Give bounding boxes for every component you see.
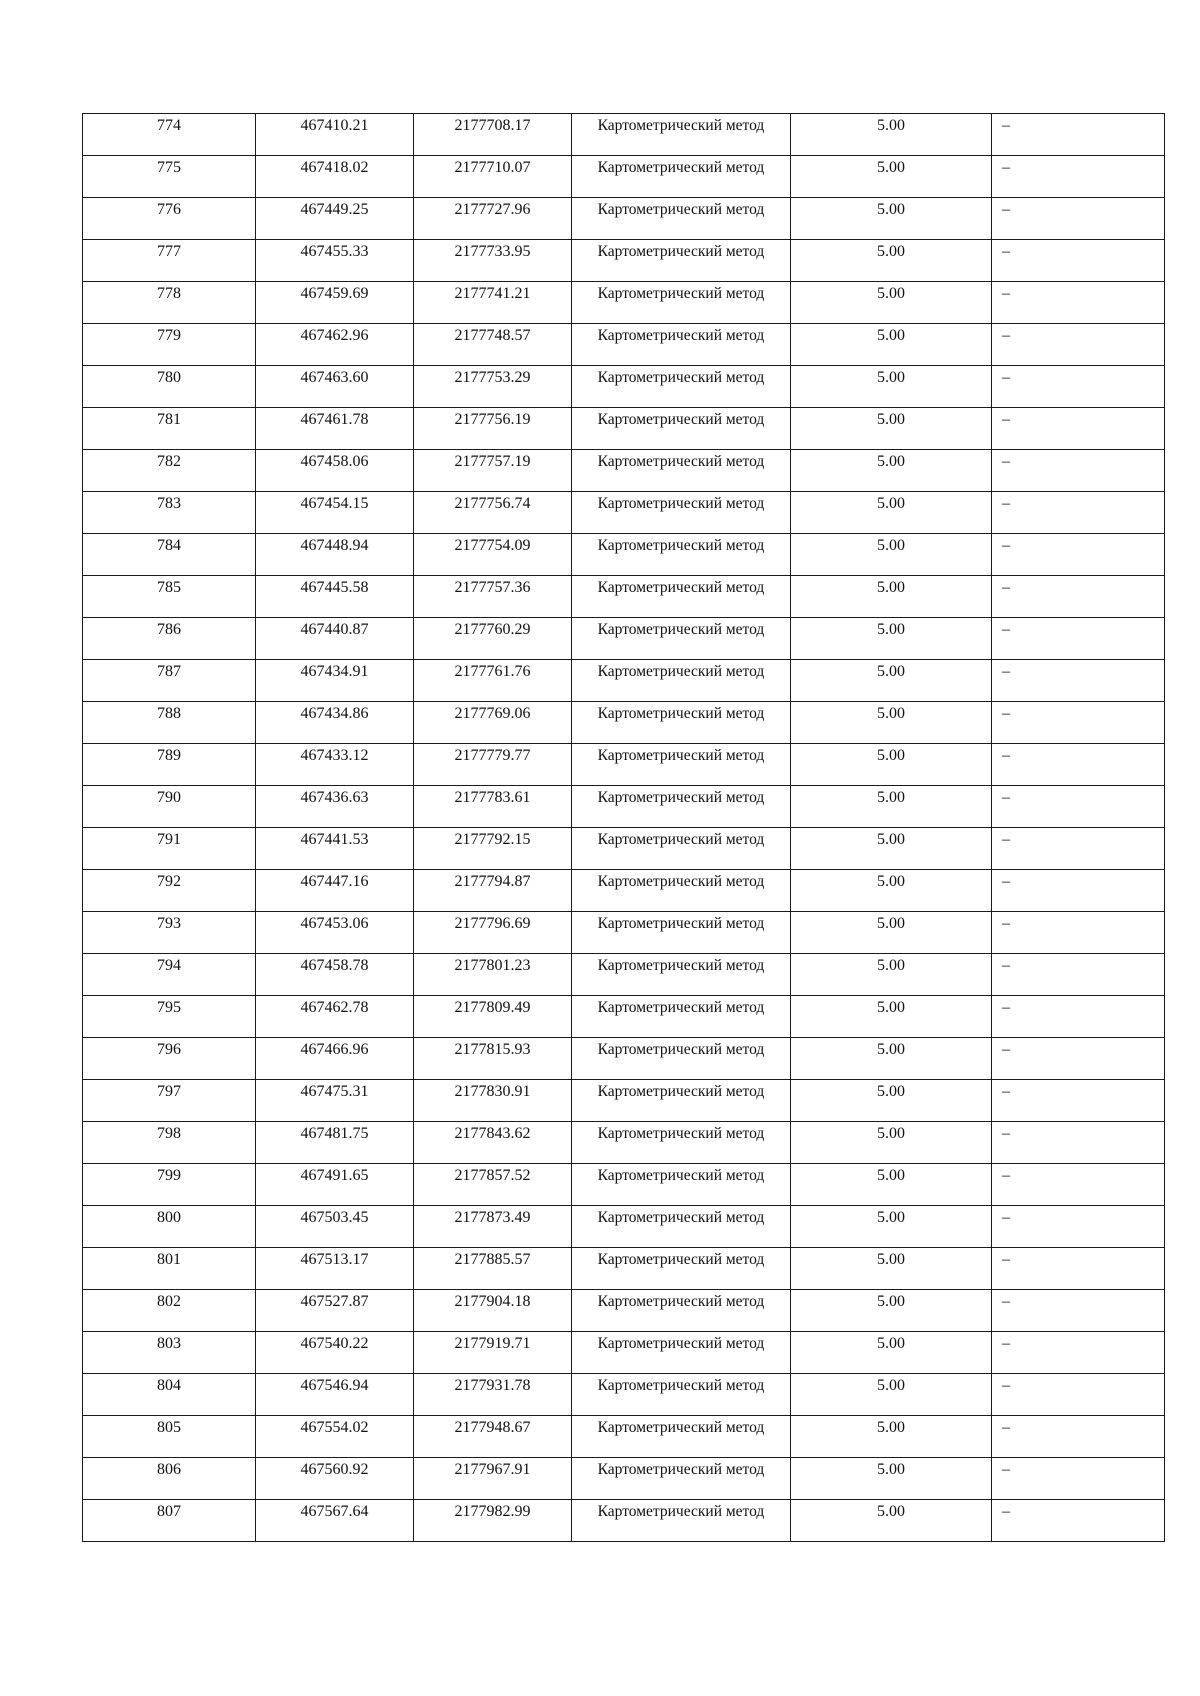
note-cell: – bbox=[992, 1416, 1165, 1458]
note-cell: – bbox=[992, 618, 1165, 660]
accuracy-cell: 5.00 bbox=[791, 366, 992, 408]
point-number-cell: 782 bbox=[83, 450, 256, 492]
x-coordinate-cell: 467447.16 bbox=[256, 870, 414, 912]
table-row bbox=[83, 1206, 1165, 1248]
y-coordinate-cell: 2177708.17 bbox=[414, 114, 572, 156]
note-cell: – bbox=[992, 1164, 1165, 1206]
table-row bbox=[83, 618, 1165, 660]
method-cell: Картометрический метод bbox=[572, 114, 791, 156]
y-coordinate-cell: 2177748.57 bbox=[414, 324, 572, 366]
x-coordinate-cell: 467546.94 bbox=[256, 1374, 414, 1416]
x-coordinate-cell: 467418.02 bbox=[256, 156, 414, 198]
method-cell: Картометрический метод bbox=[572, 660, 791, 702]
y-coordinate-cell: 2177948.67 bbox=[414, 1416, 572, 1458]
note-cell: – bbox=[992, 1206, 1165, 1248]
table-row bbox=[83, 534, 1165, 576]
point-number-cell: 784 bbox=[83, 534, 256, 576]
point-number-cell: 805 bbox=[83, 1416, 256, 1458]
accuracy-cell: 5.00 bbox=[791, 114, 992, 156]
method-cell: Картометрический метод bbox=[572, 198, 791, 240]
y-coordinate-cell: 2177753.29 bbox=[414, 366, 572, 408]
table-row bbox=[83, 576, 1165, 618]
point-number-cell: 803 bbox=[83, 1332, 256, 1374]
method-cell: Картометрический метод bbox=[572, 324, 791, 366]
point-number-cell: 791 bbox=[83, 828, 256, 870]
x-coordinate-cell: 467410.21 bbox=[256, 114, 414, 156]
y-coordinate-cell: 2177792.15 bbox=[414, 828, 572, 870]
x-coordinate-cell: 467540.22 bbox=[256, 1332, 414, 1374]
note-cell: – bbox=[992, 450, 1165, 492]
point-number-cell: 790 bbox=[83, 786, 256, 828]
x-coordinate-cell: 467434.91 bbox=[256, 660, 414, 702]
point-number-cell: 775 bbox=[83, 156, 256, 198]
method-cell: Картометрический метод bbox=[572, 1290, 791, 1332]
point-number-cell: 780 bbox=[83, 366, 256, 408]
table-row bbox=[83, 1080, 1165, 1122]
method-cell: Картометрический метод bbox=[572, 1458, 791, 1500]
accuracy-cell: 5.00 bbox=[791, 1248, 992, 1290]
table-row bbox=[83, 996, 1165, 1038]
y-coordinate-cell: 2177779.77 bbox=[414, 744, 572, 786]
y-coordinate-cell: 2177830.91 bbox=[414, 1080, 572, 1122]
accuracy-cell: 5.00 bbox=[791, 324, 992, 366]
accuracy-cell: 5.00 bbox=[791, 1206, 992, 1248]
method-cell: Картометрический метод bbox=[572, 576, 791, 618]
table-row bbox=[83, 324, 1165, 366]
y-coordinate-cell: 2177757.36 bbox=[414, 576, 572, 618]
x-coordinate-cell: 467466.96 bbox=[256, 1038, 414, 1080]
x-coordinate-cell: 467462.78 bbox=[256, 996, 414, 1038]
accuracy-cell: 5.00 bbox=[791, 576, 992, 618]
accuracy-cell: 5.00 bbox=[791, 282, 992, 324]
method-cell: Картометрический метод bbox=[572, 912, 791, 954]
x-coordinate-cell: 467441.53 bbox=[256, 828, 414, 870]
method-cell: Картометрический метод bbox=[572, 1248, 791, 1290]
note-cell: – bbox=[992, 660, 1165, 702]
x-coordinate-cell: 467554.02 bbox=[256, 1416, 414, 1458]
y-coordinate-cell: 2177982.99 bbox=[414, 1500, 572, 1542]
method-cell: Картометрический метод bbox=[572, 618, 791, 660]
accuracy-cell: 5.00 bbox=[791, 1500, 992, 1542]
y-coordinate-cell: 2177801.23 bbox=[414, 954, 572, 996]
note-cell: – bbox=[992, 576, 1165, 618]
table-row bbox=[83, 1164, 1165, 1206]
table-row bbox=[83, 786, 1165, 828]
accuracy-cell: 5.00 bbox=[791, 618, 992, 660]
note-cell: – bbox=[992, 534, 1165, 576]
method-cell: Картометрический метод bbox=[572, 786, 791, 828]
point-number-cell: 800 bbox=[83, 1206, 256, 1248]
note-cell: – bbox=[992, 828, 1165, 870]
accuracy-cell: 5.00 bbox=[791, 828, 992, 870]
accuracy-cell: 5.00 bbox=[791, 534, 992, 576]
point-number-cell: 795 bbox=[83, 996, 256, 1038]
point-number-cell: 786 bbox=[83, 618, 256, 660]
accuracy-cell: 5.00 bbox=[791, 1332, 992, 1374]
x-coordinate-cell: 467463.60 bbox=[256, 366, 414, 408]
method-cell: Картометрический метод bbox=[572, 1122, 791, 1164]
y-coordinate-cell: 2177919.71 bbox=[414, 1332, 572, 1374]
point-number-cell: 781 bbox=[83, 408, 256, 450]
point-number-cell: 788 bbox=[83, 702, 256, 744]
note-cell: – bbox=[992, 408, 1165, 450]
method-cell: Картометрический метод bbox=[572, 534, 791, 576]
method-cell: Картометрический метод bbox=[572, 828, 791, 870]
x-coordinate-cell: 467560.92 bbox=[256, 1458, 414, 1500]
note-cell: – bbox=[992, 1374, 1165, 1416]
method-cell: Картометрический метод bbox=[572, 870, 791, 912]
method-cell: Картометрический метод bbox=[572, 744, 791, 786]
point-number-cell: 789 bbox=[83, 744, 256, 786]
point-number-cell: 796 bbox=[83, 1038, 256, 1080]
table-row bbox=[83, 912, 1165, 954]
note-cell: – bbox=[992, 1080, 1165, 1122]
method-cell: Картометрический метод bbox=[572, 1332, 791, 1374]
method-cell: Картометрический метод bbox=[572, 1416, 791, 1458]
y-coordinate-cell: 2177843.62 bbox=[414, 1122, 572, 1164]
x-coordinate-cell: 467513.17 bbox=[256, 1248, 414, 1290]
method-cell: Картометрический метод bbox=[572, 156, 791, 198]
method-cell: Картометрический метод bbox=[572, 954, 791, 996]
table-row bbox=[83, 1290, 1165, 1332]
x-coordinate-cell: 467481.75 bbox=[256, 1122, 414, 1164]
table-row bbox=[83, 492, 1165, 534]
method-cell: Картометрический метод bbox=[572, 1374, 791, 1416]
table-row bbox=[83, 156, 1165, 198]
x-coordinate-cell: 467449.25 bbox=[256, 198, 414, 240]
method-cell: Картометрический метод bbox=[572, 366, 791, 408]
accuracy-cell: 5.00 bbox=[791, 996, 992, 1038]
y-coordinate-cell: 2177857.52 bbox=[414, 1164, 572, 1206]
point-number-cell: 802 bbox=[83, 1290, 256, 1332]
accuracy-cell: 5.00 bbox=[791, 198, 992, 240]
y-coordinate-cell: 2177757.19 bbox=[414, 450, 572, 492]
accuracy-cell: 5.00 bbox=[791, 744, 992, 786]
y-coordinate-cell: 2177873.49 bbox=[414, 1206, 572, 1248]
point-number-cell: 787 bbox=[83, 660, 256, 702]
x-coordinate-cell: 467433.12 bbox=[256, 744, 414, 786]
accuracy-cell: 5.00 bbox=[791, 954, 992, 996]
table-row bbox=[83, 1374, 1165, 1416]
y-coordinate-cell: 2177741.21 bbox=[414, 282, 572, 324]
table-row bbox=[83, 744, 1165, 786]
x-coordinate-cell: 467440.87 bbox=[256, 618, 414, 660]
method-cell: Картометрический метод bbox=[572, 996, 791, 1038]
y-coordinate-cell: 2177967.91 bbox=[414, 1458, 572, 1500]
table-row bbox=[83, 702, 1165, 744]
accuracy-cell: 5.00 bbox=[791, 912, 992, 954]
method-cell: Картометрический метод bbox=[572, 282, 791, 324]
x-coordinate-cell: 467462.96 bbox=[256, 324, 414, 366]
y-coordinate-cell: 2177761.76 bbox=[414, 660, 572, 702]
accuracy-cell: 5.00 bbox=[791, 1038, 992, 1080]
method-cell: Картометрический метод bbox=[572, 1164, 791, 1206]
point-number-cell: 778 bbox=[83, 282, 256, 324]
x-coordinate-cell: 467458.78 bbox=[256, 954, 414, 996]
method-cell: Картометрический метод bbox=[572, 240, 791, 282]
accuracy-cell: 5.00 bbox=[791, 702, 992, 744]
y-coordinate-cell: 2177733.95 bbox=[414, 240, 572, 282]
method-cell: Картометрический метод bbox=[572, 1500, 791, 1542]
point-number-cell: 807 bbox=[83, 1500, 256, 1542]
note-cell: – bbox=[992, 744, 1165, 786]
point-number-cell: 776 bbox=[83, 198, 256, 240]
x-coordinate-cell: 467436.63 bbox=[256, 786, 414, 828]
table-row bbox=[83, 1038, 1165, 1080]
x-coordinate-cell: 467454.15 bbox=[256, 492, 414, 534]
note-cell: – bbox=[992, 324, 1165, 366]
table-row bbox=[83, 450, 1165, 492]
table-row bbox=[83, 1458, 1165, 1500]
table-row bbox=[83, 282, 1165, 324]
table-row bbox=[83, 828, 1165, 870]
accuracy-cell: 5.00 bbox=[791, 660, 992, 702]
y-coordinate-cell: 2177769.06 bbox=[414, 702, 572, 744]
x-coordinate-cell: 467448.94 bbox=[256, 534, 414, 576]
note-cell: – bbox=[992, 492, 1165, 534]
table-row bbox=[83, 954, 1165, 996]
point-number-cell: 806 bbox=[83, 1458, 256, 1500]
table-row bbox=[83, 114, 1165, 156]
method-cell: Картометрический метод bbox=[572, 492, 791, 534]
table-row bbox=[83, 1248, 1165, 1290]
note-cell: – bbox=[992, 156, 1165, 198]
table-row bbox=[83, 870, 1165, 912]
x-coordinate-cell: 467527.87 bbox=[256, 1290, 414, 1332]
note-cell: – bbox=[992, 1332, 1165, 1374]
note-cell: – bbox=[992, 240, 1165, 282]
note-cell: – bbox=[992, 1458, 1165, 1500]
point-number-cell: 801 bbox=[83, 1248, 256, 1290]
y-coordinate-cell: 2177783.61 bbox=[414, 786, 572, 828]
x-coordinate-cell: 467461.78 bbox=[256, 408, 414, 450]
table-row bbox=[83, 408, 1165, 450]
y-coordinate-cell: 2177710.07 bbox=[414, 156, 572, 198]
y-coordinate-cell: 2177727.96 bbox=[414, 198, 572, 240]
method-cell: Картометрический метод bbox=[572, 408, 791, 450]
point-number-cell: 792 bbox=[83, 870, 256, 912]
y-coordinate-cell: 2177754.09 bbox=[414, 534, 572, 576]
x-coordinate-cell: 467491.65 bbox=[256, 1164, 414, 1206]
point-number-cell: 783 bbox=[83, 492, 256, 534]
note-cell: – bbox=[992, 954, 1165, 996]
x-coordinate-cell: 467567.64 bbox=[256, 1500, 414, 1542]
y-coordinate-cell: 2177904.18 bbox=[414, 1290, 572, 1332]
method-cell: Картометрический метод bbox=[572, 1206, 791, 1248]
accuracy-cell: 5.00 bbox=[791, 1122, 992, 1164]
point-number-cell: 798 bbox=[83, 1122, 256, 1164]
method-cell: Картометрический метод bbox=[572, 702, 791, 744]
accuracy-cell: 5.00 bbox=[791, 1458, 992, 1500]
accuracy-cell: 5.00 bbox=[791, 1374, 992, 1416]
y-coordinate-cell: 2177760.29 bbox=[414, 618, 572, 660]
accuracy-cell: 5.00 bbox=[791, 408, 992, 450]
table-row bbox=[83, 1122, 1165, 1164]
point-number-cell: 779 bbox=[83, 324, 256, 366]
note-cell: – bbox=[992, 870, 1165, 912]
method-cell: Картометрический метод bbox=[572, 450, 791, 492]
note-cell: – bbox=[992, 1122, 1165, 1164]
coordinates-table-body bbox=[83, 114, 1165, 1542]
coordinates-table bbox=[82, 113, 1165, 1542]
x-coordinate-cell: 467458.06 bbox=[256, 450, 414, 492]
note-cell: – bbox=[992, 366, 1165, 408]
accuracy-cell: 5.00 bbox=[791, 240, 992, 282]
accuracy-cell: 5.00 bbox=[791, 786, 992, 828]
accuracy-cell: 5.00 bbox=[791, 450, 992, 492]
note-cell: – bbox=[992, 114, 1165, 156]
x-coordinate-cell: 467434.86 bbox=[256, 702, 414, 744]
point-number-cell: 793 bbox=[83, 912, 256, 954]
note-cell: – bbox=[992, 282, 1165, 324]
point-number-cell: 785 bbox=[83, 576, 256, 618]
y-coordinate-cell: 2177809.49 bbox=[414, 996, 572, 1038]
point-number-cell: 774 bbox=[83, 114, 256, 156]
x-coordinate-cell: 467453.06 bbox=[256, 912, 414, 954]
note-cell: – bbox=[992, 198, 1165, 240]
y-coordinate-cell: 2177756.74 bbox=[414, 492, 572, 534]
accuracy-cell: 5.00 bbox=[791, 156, 992, 198]
table-row bbox=[83, 1332, 1165, 1374]
note-cell: – bbox=[992, 786, 1165, 828]
method-cell: Картометрический метод bbox=[572, 1080, 791, 1122]
y-coordinate-cell: 2177796.69 bbox=[414, 912, 572, 954]
table-row bbox=[83, 1500, 1165, 1542]
table-row bbox=[83, 660, 1165, 702]
point-number-cell: 799 bbox=[83, 1164, 256, 1206]
note-cell: – bbox=[992, 702, 1165, 744]
table-row bbox=[83, 198, 1165, 240]
accuracy-cell: 5.00 bbox=[791, 1164, 992, 1206]
x-coordinate-cell: 467475.31 bbox=[256, 1080, 414, 1122]
accuracy-cell: 5.00 bbox=[791, 1290, 992, 1332]
accuracy-cell: 5.00 bbox=[791, 492, 992, 534]
table-row bbox=[83, 1416, 1165, 1458]
y-coordinate-cell: 2177885.57 bbox=[414, 1248, 572, 1290]
note-cell: – bbox=[992, 912, 1165, 954]
y-coordinate-cell: 2177815.93 bbox=[414, 1038, 572, 1080]
y-coordinate-cell: 2177794.87 bbox=[414, 870, 572, 912]
x-coordinate-cell: 467459.69 bbox=[256, 282, 414, 324]
table-row bbox=[83, 240, 1165, 282]
point-number-cell: 777 bbox=[83, 240, 256, 282]
x-coordinate-cell: 467455.33 bbox=[256, 240, 414, 282]
y-coordinate-cell: 2177931.78 bbox=[414, 1374, 572, 1416]
point-number-cell: 804 bbox=[83, 1374, 256, 1416]
note-cell: – bbox=[992, 1290, 1165, 1332]
x-coordinate-cell: 467445.58 bbox=[256, 576, 414, 618]
point-number-cell: 797 bbox=[83, 1080, 256, 1122]
table-row bbox=[83, 366, 1165, 408]
note-cell: – bbox=[992, 1248, 1165, 1290]
method-cell: Картометрический метод bbox=[572, 1038, 791, 1080]
y-coordinate-cell: 2177756.19 bbox=[414, 408, 572, 450]
accuracy-cell: 5.00 bbox=[791, 1416, 992, 1458]
note-cell: – bbox=[992, 1500, 1165, 1542]
note-cell: – bbox=[992, 996, 1165, 1038]
point-number-cell: 794 bbox=[83, 954, 256, 996]
accuracy-cell: 5.00 bbox=[791, 1080, 992, 1122]
note-cell: – bbox=[992, 1038, 1165, 1080]
x-coordinate-cell: 467503.45 bbox=[256, 1206, 414, 1248]
accuracy-cell: 5.00 bbox=[791, 870, 992, 912]
